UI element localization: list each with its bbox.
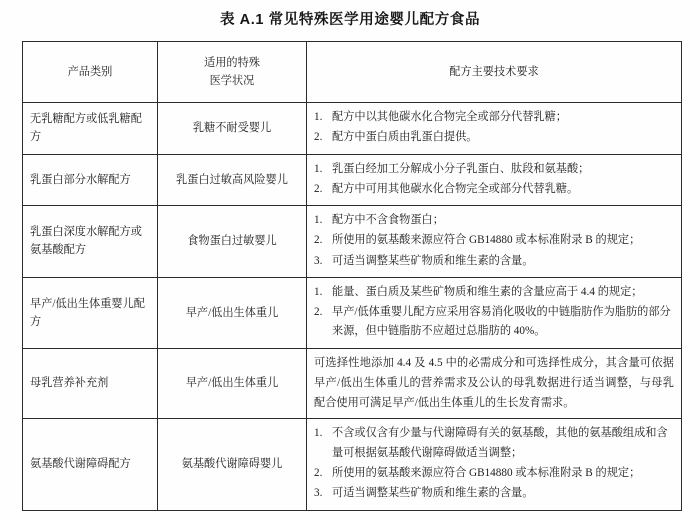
list-item-text: 配方中可用其他碳水化合物完全或部分代替乳糖。 (332, 182, 579, 195)
cell-category: 乳蛋白深度水解配方或氨基酸配方 (23, 206, 158, 278)
cell-condition: 早产/低出生体重儿 (158, 277, 307, 348)
cell-category: 氨基酸代谢障碍配方 (23, 419, 158, 510)
cell-requirements (307, 103, 682, 155)
list-item (314, 464, 674, 483)
table-header-row (23, 42, 682, 103)
requirement-list (314, 424, 674, 503)
list-item-number: 2. (314, 467, 323, 479)
list-item-number: 1. (314, 427, 323, 440)
cell-condition: 食物蛋白过敏婴儿 (158, 206, 307, 278)
list-item-text: 配方中蛋白质由乳蛋白提供。 (332, 131, 478, 144)
requirement-list (314, 211, 674, 271)
cell-category: 乳蛋白部分水解配方 (23, 154, 158, 206)
cell-requirements (307, 419, 682, 510)
formula-food-table (22, 41, 682, 511)
list-item (314, 303, 674, 342)
list-item-number: 1. (314, 285, 323, 298)
list-item-number: 1. (314, 111, 323, 123)
list-item-text: 所使用的氨基酸来源应符合 GB14880 或本标准附录 B 的规定； (332, 234, 641, 247)
list-item-number: 3. (314, 254, 323, 267)
list-item (314, 180, 674, 199)
column-header-category: 产品类别 (23, 42, 158, 103)
requirement-paragraph: 可选择性地添加 4.4 及 4.5 中的必需成分和可选择性成分，其含量可依据早产/低出生体重儿的营养需求及公认的母乳数据进行适当调整，与母乳配合使用可满足早产/低出生体重儿的生长发育需求。 (314, 356, 674, 409)
list-item-number: 2. (314, 306, 323, 319)
cell-category: 早产/低出生体重婴儿配方 (23, 277, 158, 348)
list-item-text: 不含或仅含有少量与代谢障碍有关的氨基酸，其他的氨基酸组成和含量可根据氨基酸代谢障碍做适当调整； (332, 427, 668, 459)
list-item (314, 283, 674, 302)
list-item-text: 能量、蛋白质及某些矿物质和维生素的含量应高于 4.4 的规定； (332, 285, 643, 298)
column-header-condition-line1: 适用的特殊 (204, 56, 260, 69)
list-item-number: 2. (314, 182, 323, 195)
list-item-text: 配方中不含食物蛋白； (332, 214, 444, 227)
cell-requirements (307, 348, 682, 419)
column-header-condition-line2: 医学状况 (209, 75, 255, 87)
column-header-condition (158, 42, 307, 103)
table-container (22, 41, 681, 511)
list-item (314, 231, 674, 250)
table-row (23, 277, 682, 348)
list-item-number: 1. (314, 214, 323, 227)
list-item-number: 2. (314, 234, 323, 247)
list-item (314, 211, 674, 230)
cell-condition: 乳蛋白过敏高风险婴儿 (158, 154, 307, 206)
table-header (23, 42, 682, 103)
table-body (23, 103, 682, 511)
cell-condition: 氨基酸代谢障碍婴儿 (158, 419, 307, 510)
list-item (314, 108, 674, 127)
requirement-list (314, 108, 674, 148)
table-row (23, 154, 682, 206)
list-item-text: 乳蛋白经加工分解成小分子乳蛋白、肽段和氨基酸； (332, 162, 590, 175)
list-item-text: 可适当调整某些矿物质和维生素的含量。 (332, 487, 534, 500)
column-header-requirements: 配方主要技术要求 (307, 42, 682, 103)
list-item (314, 424, 674, 463)
cell-category: 母乳营养补充剂 (23, 348, 158, 419)
table-row (23, 103, 682, 155)
list-item (314, 252, 674, 271)
list-item-text: 可适当调整某些矿物质和维生素的含量。 (332, 254, 534, 267)
list-item-text: 配方中以其他碳水化合物完全或部分代替乳糖； (332, 111, 567, 123)
cell-requirements (307, 154, 682, 206)
cell-category: 无乳糖配方或低乳糖配方 (23, 103, 158, 155)
list-item-text: 早产/低体重婴儿配方应采用容易消化吸收的中链脂肪作为脂肪的部分来源，但中链脂肪不应超过总脂肪的 40%。 (332, 306, 671, 338)
table-row (23, 419, 682, 510)
list-item-text: 所使用的氨基酸来源应符合 GB14880 或本标准附录 B 的规定； (332, 467, 641, 479)
cell-condition: 乳糖不耐受婴儿 (158, 103, 307, 155)
list-item (314, 160, 674, 179)
cell-requirements (307, 277, 682, 348)
requirement-list (314, 160, 674, 200)
table-row (23, 348, 682, 419)
list-item (314, 128, 674, 147)
list-item-number: 3. (314, 487, 323, 500)
cell-requirements (307, 206, 682, 278)
cell-condition: 早产/低出生体重儿 (158, 348, 307, 419)
requirement-list (314, 283, 674, 342)
page-title: 表 A.1 常见特殊医学用途婴儿配方食品 (219, 12, 481, 28)
table-row (23, 206, 682, 278)
list-item (314, 484, 674, 503)
list-item-number: 1. (314, 162, 323, 175)
list-item-number: 2. (314, 131, 323, 144)
